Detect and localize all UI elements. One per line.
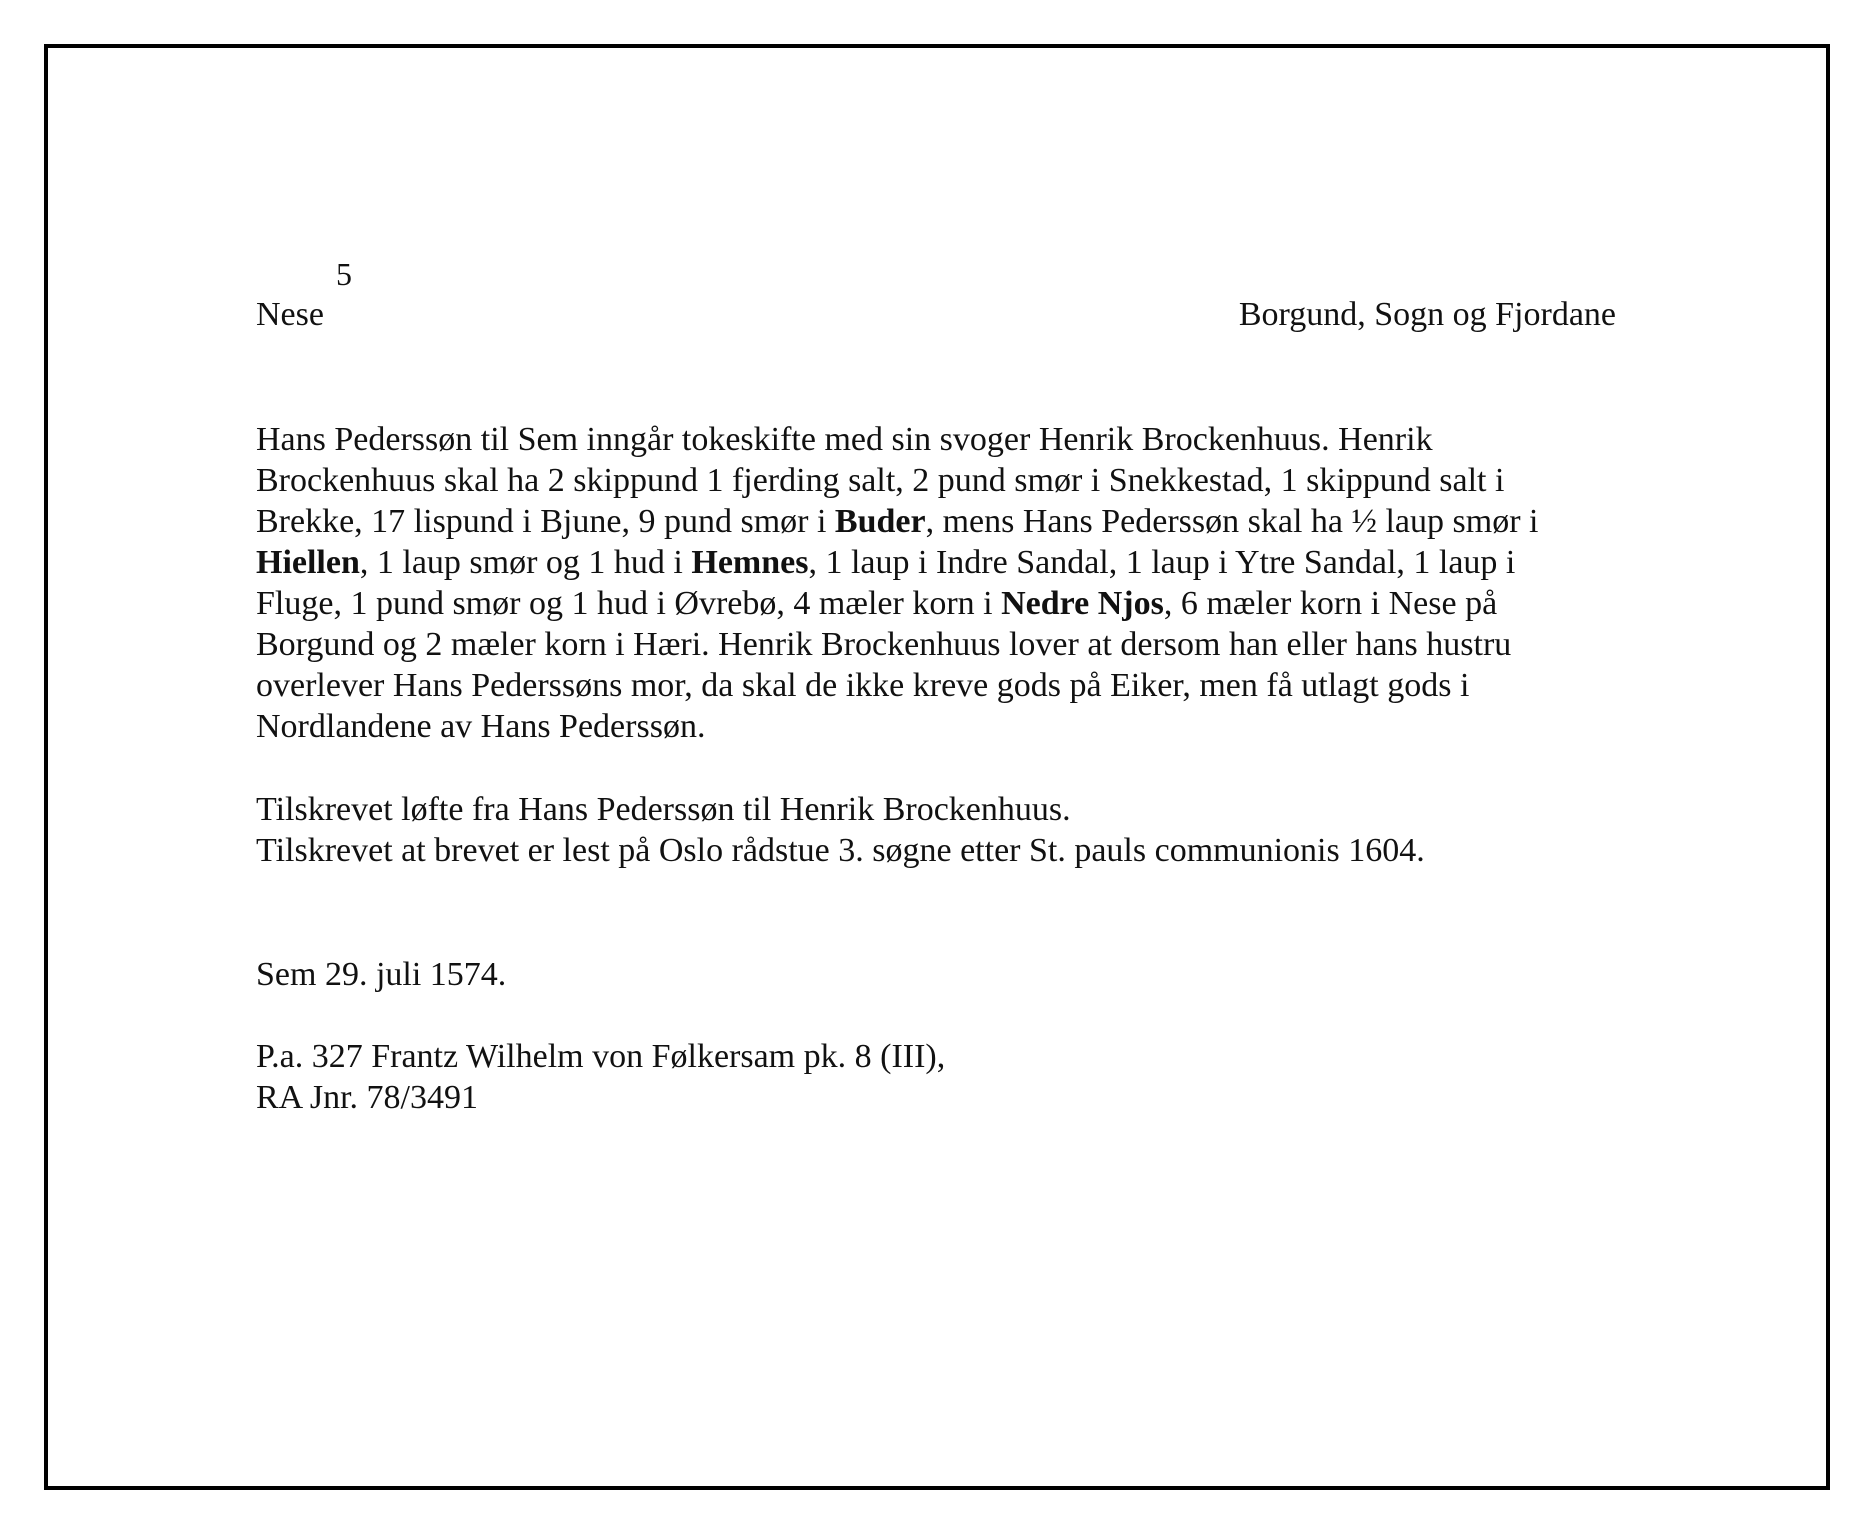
document-page xyxy=(48,48,1826,1486)
abstract-line: Hiellen, 1 laup smør og 1 hud i Hemnes, 1 laup i Indre Sandal, 1 laup i Ytre Sandal, 1 laup i xyxy=(256,544,1516,581)
abstract-line: Borgund og 2 mæler korn i Hæri. Henrik Brockenhuus lover at dersom han eller hans hustru xyxy=(256,626,1512,663)
abstract-line: Fluge, 1 pund smør og 1 hud i Øvrebø, 4 mæler korn i Nedre Njos, 6 mæler korn i Nese på xyxy=(256,585,1498,622)
place-name: Nese xyxy=(256,296,324,333)
abstract-line: Brekke, 17 lispund i Bjune, 9 pund smør i Buder, mens Hans Pederssøn skal ha ½ laup smør i xyxy=(256,503,1539,540)
document-date: Sem 29. juli 1574. xyxy=(256,956,507,993)
reference-line: P.a. 327 Frantz Wilhelm von Følkersam pk. 8 (III), xyxy=(256,1038,946,1075)
archive-reference xyxy=(256,1036,945,1118)
farm-name-bold: Buder xyxy=(834,503,926,540)
abstract-line: Brockenhuus skal ha 2 skippund 1 fjerding salt, 2 pund smør i Snekkestad, 1 skippund salt i xyxy=(256,462,1505,499)
farm-name-bold: Hemnes xyxy=(691,544,809,581)
farm-name-bold: Nedre Njos xyxy=(1001,585,1164,622)
abstract-line: Nordlandene av Hans Pederssøn. xyxy=(256,708,706,745)
note-line: Tilskrevet løfte fra Hans Pederssøn til Henrik Brockenhuus. xyxy=(256,791,1071,828)
farm-name-bold: Hiellen xyxy=(256,544,360,581)
abstract-line: overlever Hans Pederssøns mor, da skal de ikke kreve gods på Eiker, men få utlagt gods i xyxy=(256,667,1470,704)
notes-block xyxy=(256,789,1425,871)
note-line: Tilskrevet at brevet er lest på Oslo rådstue 3. søgne etter St. pauls communionis 1604. xyxy=(256,832,1425,869)
document-number: 5 xyxy=(336,256,352,292)
parish-county: Borgund, Sogn og Fjordane xyxy=(1238,296,1616,333)
abstract-line: Hans Pederssøn til Sem inngår tokeskifte med sin svoger Henrik Brockenhuus. Henrik xyxy=(256,421,1433,458)
abstract-paragraph xyxy=(256,419,1626,747)
reference-line: RA Jnr. 78/3491 xyxy=(256,1079,478,1116)
